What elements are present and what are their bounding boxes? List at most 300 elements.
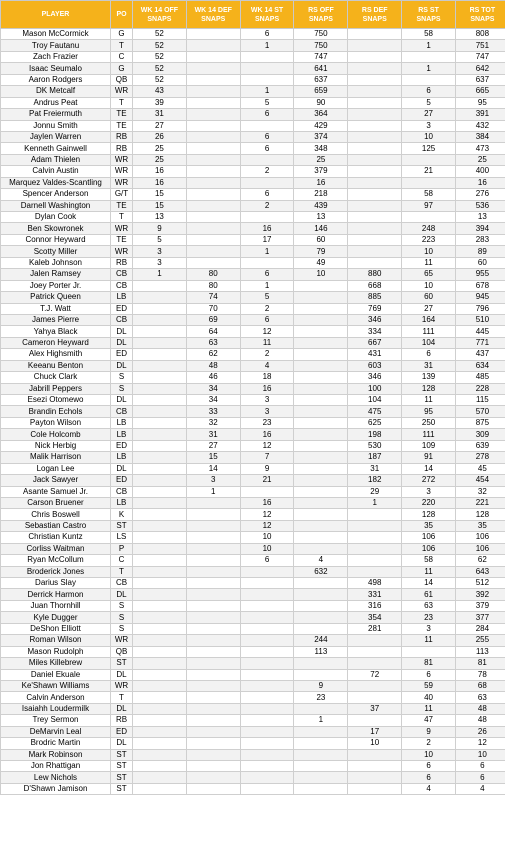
wk14-st-snaps-cell (240, 749, 294, 760)
header-position: PO (111, 1, 133, 29)
player-name-cell: Keeanu Benton (1, 360, 111, 371)
rs-def-snaps-cell (348, 772, 402, 783)
rs-def-snaps-cell: 37 (348, 703, 402, 714)
position-cell: ED (111, 475, 133, 486)
table-row (1, 452, 505, 463)
header-wk14-st-snaps: WK 14 ST SNAPS (240, 1, 294, 29)
table-row (1, 257, 505, 268)
rs-tot-snaps-cell: 113 (455, 646, 505, 657)
wk14-st-snaps-cell (240, 257, 294, 268)
rs-off-snaps-cell: 113 (294, 646, 348, 657)
table-row (1, 726, 505, 737)
wk14-st-snaps-cell: 16 (240, 223, 294, 234)
wk14-off-snaps-cell (133, 326, 187, 337)
wk14-st-snaps-cell: 23 (240, 417, 294, 428)
rs-off-snaps-cell (294, 738, 348, 749)
rs-off-snaps-cell: 16 (294, 177, 348, 188)
wk14-def-snaps-cell: 80 (186, 280, 240, 291)
rs-def-snaps-cell: 10 (348, 738, 402, 749)
rs-off-snaps-cell (294, 372, 348, 383)
table-row (1, 63, 505, 74)
player-name-cell: Ben Skowronek (1, 223, 111, 234)
player-name-cell: Christian Kuntz (1, 532, 111, 543)
rs-off-snaps-cell: 79 (294, 246, 348, 257)
wk14-off-snaps-cell (133, 372, 187, 383)
rs-tot-snaps-cell: 13 (455, 212, 505, 223)
header-player: PLAYER (1, 1, 111, 29)
rs-st-snaps-cell: 11 (402, 395, 456, 406)
rs-off-snaps-cell (294, 440, 348, 451)
wk14-def-snaps-cell (186, 658, 240, 669)
wk14-def-snaps-cell: 80 (186, 269, 240, 280)
wk14-st-snaps-cell: 17 (240, 234, 294, 245)
table-body (1, 29, 505, 795)
wk14-st-snaps-cell: 21 (240, 475, 294, 486)
wk14-off-snaps-cell: 27 (133, 120, 187, 131)
wk14-off-snaps-cell (133, 280, 187, 291)
rs-off-snaps-cell (294, 406, 348, 417)
player-name-cell: Trey Sermon (1, 715, 111, 726)
wk14-def-snaps-cell: 62 (186, 349, 240, 360)
table-row (1, 337, 505, 348)
rs-st-snaps-cell: 10 (402, 280, 456, 291)
wk14-off-snaps-cell: 15 (133, 189, 187, 200)
rs-def-snaps-cell (348, 154, 402, 165)
rs-st-snaps-cell: 109 (402, 440, 456, 451)
position-cell: K (111, 509, 133, 520)
wk14-st-snaps-cell (240, 715, 294, 726)
wk14-def-snaps-cell (186, 589, 240, 600)
wk14-off-snaps-cell (133, 669, 187, 680)
rs-off-snaps-cell: 364 (294, 109, 348, 120)
wk14-def-snaps-cell (186, 74, 240, 85)
rs-off-snaps-cell: 747 (294, 51, 348, 62)
player-name-cell: Miles Killebrew (1, 658, 111, 669)
table-row (1, 200, 505, 211)
rs-st-snaps-cell: 1 (402, 40, 456, 51)
wk14-off-snaps-cell: 39 (133, 97, 187, 108)
rs-def-snaps-cell (348, 509, 402, 520)
table-row (1, 349, 505, 360)
table-row (1, 749, 505, 760)
position-cell: CB (111, 269, 133, 280)
rs-st-snaps-cell: 220 (402, 497, 456, 508)
wk14-def-snaps-cell (186, 738, 240, 749)
rs-st-snaps-cell: 14 (402, 578, 456, 589)
rs-tot-snaps-cell: 747 (455, 51, 505, 62)
player-name-cell: Kenneth Gainwell (1, 143, 111, 154)
wk14-off-snaps-cell (133, 692, 187, 703)
wk14-st-snaps-cell (240, 154, 294, 165)
wk14-def-snaps-cell (186, 646, 240, 657)
rs-def-snaps-cell (348, 532, 402, 543)
rs-off-snaps-cell: 218 (294, 189, 348, 200)
wk14-off-snaps-cell: 52 (133, 74, 187, 85)
table-row (1, 509, 505, 520)
table-row (1, 772, 505, 783)
rs-def-snaps-cell: 885 (348, 292, 402, 303)
table-row (1, 189, 505, 200)
rs-tot-snaps-cell: 400 (455, 166, 505, 177)
rs-st-snaps-cell: 4 (402, 783, 456, 794)
position-cell: C (111, 555, 133, 566)
rs-off-snaps-cell: 641 (294, 63, 348, 74)
wk14-st-snaps-cell (240, 761, 294, 772)
player-name-cell: Dylan Cook (1, 212, 111, 223)
rs-def-snaps-cell (348, 86, 402, 97)
wk14-st-snaps-cell: 1 (240, 40, 294, 51)
rs-off-snaps-cell (294, 292, 348, 303)
player-name-cell: Derrick Harmon (1, 589, 111, 600)
rs-tot-snaps-cell: 642 (455, 63, 505, 74)
rs-st-snaps-cell: 139 (402, 372, 456, 383)
table-row (1, 612, 505, 623)
wk14-off-snaps-cell (133, 486, 187, 497)
rs-tot-snaps-cell: 751 (455, 40, 505, 51)
wk14-off-snaps-cell (133, 658, 187, 669)
rs-tot-snaps-cell: 445 (455, 326, 505, 337)
wk14-off-snaps-cell: 3 (133, 257, 187, 268)
wk14-off-snaps-cell (133, 406, 187, 417)
wk14-st-snaps-cell (240, 635, 294, 646)
wk14-st-snaps-cell: 5 (240, 97, 294, 108)
rs-tot-snaps-cell: 512 (455, 578, 505, 589)
position-cell: DL (111, 463, 133, 474)
table-row (1, 761, 505, 772)
wk14-def-snaps-cell (186, 635, 240, 646)
rs-off-snaps-cell (294, 772, 348, 783)
wk14-st-snaps-cell (240, 726, 294, 737)
rs-off-snaps-cell (294, 417, 348, 428)
rs-off-snaps-cell: 429 (294, 120, 348, 131)
position-cell: CB (111, 406, 133, 417)
wk14-off-snaps-cell: 43 (133, 86, 187, 97)
table-row (1, 623, 505, 634)
rs-st-snaps-cell: 6 (402, 761, 456, 772)
rs-off-snaps-cell (294, 783, 348, 794)
position-cell: ST (111, 658, 133, 669)
rs-st-snaps-cell: 250 (402, 417, 456, 428)
rs-def-snaps-cell (348, 120, 402, 131)
position-cell: RB (111, 131, 133, 142)
rs-def-snaps-cell: 475 (348, 406, 402, 417)
table-row (1, 40, 505, 51)
rs-st-snaps-cell: 125 (402, 143, 456, 154)
rs-off-snaps-cell (294, 669, 348, 680)
rs-tot-snaps-cell: 377 (455, 612, 505, 623)
wk14-st-snaps-cell (240, 772, 294, 783)
rs-tot-snaps-cell: 4 (455, 783, 505, 794)
rs-off-snaps-cell: 750 (294, 29, 348, 40)
rs-off-snaps-cell: 49 (294, 257, 348, 268)
rs-st-snaps-cell: 40 (402, 692, 456, 703)
rs-st-snaps-cell: 23 (402, 612, 456, 623)
position-cell: CB (111, 280, 133, 291)
wk14-st-snaps-cell (240, 658, 294, 669)
rs-def-snaps-cell (348, 131, 402, 142)
table-row (1, 292, 505, 303)
wk14-def-snaps-cell (186, 120, 240, 131)
player-name-cell: Pat Freiermuth (1, 109, 111, 120)
wk14-st-snaps-cell: 6 (240, 314, 294, 325)
wk14-def-snaps-cell (186, 212, 240, 223)
wk14-def-snaps-cell (186, 600, 240, 611)
wk14-def-snaps-cell: 34 (186, 383, 240, 394)
position-cell: ED (111, 726, 133, 737)
table-row (1, 177, 505, 188)
table-row (1, 143, 505, 154)
player-name-cell: Troy Fautanu (1, 40, 111, 51)
wk14-st-snaps-cell: 10 (240, 543, 294, 554)
table-row (1, 543, 505, 554)
wk14-off-snaps-cell: 13 (133, 212, 187, 223)
wk14-off-snaps-cell (133, 589, 187, 600)
rs-off-snaps-cell: 374 (294, 131, 348, 142)
rs-st-snaps-cell: 97 (402, 200, 456, 211)
wk14-def-snaps-cell: 69 (186, 314, 240, 325)
wk14-off-snaps-cell (133, 703, 187, 714)
rs-def-snaps-cell: 104 (348, 395, 402, 406)
rs-tot-snaps-cell: 35 (455, 520, 505, 531)
rs-tot-snaps-cell: 89 (455, 246, 505, 257)
rs-off-snaps-cell (294, 589, 348, 600)
rs-tot-snaps-cell: 634 (455, 360, 505, 371)
rs-def-snaps-cell (348, 97, 402, 108)
wk14-def-snaps-cell (186, 63, 240, 74)
rs-st-snaps-cell: 223 (402, 234, 456, 245)
rs-def-snaps-cell: 431 (348, 349, 402, 360)
rs-off-snaps-cell (294, 452, 348, 463)
wk14-def-snaps-cell: 34 (186, 395, 240, 406)
wk14-off-snaps-cell (133, 349, 187, 360)
position-cell: WR (111, 177, 133, 188)
rs-off-snaps-cell: 632 (294, 566, 348, 577)
wk14-def-snaps-cell (186, 761, 240, 772)
rs-def-snaps-cell (348, 715, 402, 726)
position-cell: S (111, 612, 133, 623)
rs-tot-snaps-cell: 437 (455, 349, 505, 360)
rs-def-snaps-cell: 346 (348, 372, 402, 383)
rs-st-snaps-cell: 61 (402, 589, 456, 600)
rs-tot-snaps-cell: 510 (455, 314, 505, 325)
rs-def-snaps-cell: 17 (348, 726, 402, 737)
position-cell: S (111, 383, 133, 394)
wk14-off-snaps-cell (133, 555, 187, 566)
wk14-def-snaps-cell (186, 612, 240, 623)
table-row (1, 738, 505, 749)
rs-tot-snaps-cell: 12 (455, 738, 505, 749)
rs-tot-snaps-cell: 228 (455, 383, 505, 394)
wk14-st-snaps-cell: 2 (240, 200, 294, 211)
wk14-def-snaps-cell (186, 726, 240, 737)
rs-off-snaps-cell (294, 726, 348, 737)
position-cell: LB (111, 417, 133, 428)
position-cell: RB (111, 257, 133, 268)
table-row (1, 29, 505, 40)
wk14-off-snaps-cell (133, 509, 187, 520)
player-name-cell: Kyle Dugger (1, 612, 111, 623)
wk14-off-snaps-cell (133, 761, 187, 772)
wk14-off-snaps-cell: 31 (133, 109, 187, 120)
wk14-off-snaps-cell (133, 292, 187, 303)
rs-tot-snaps-cell: 283 (455, 234, 505, 245)
rs-st-snaps-cell: 104 (402, 337, 456, 348)
table-row (1, 97, 505, 108)
rs-def-snaps-cell: 281 (348, 623, 402, 634)
rs-def-snaps-cell (348, 257, 402, 268)
wk14-off-snaps-cell: 1 (133, 269, 187, 280)
rs-tot-snaps-cell: 796 (455, 303, 505, 314)
rs-tot-snaps-cell: 45 (455, 463, 505, 474)
wk14-off-snaps-cell (133, 463, 187, 474)
wk14-off-snaps-cell: 25 (133, 154, 187, 165)
player-name-cell: Malik Harrison (1, 452, 111, 463)
rs-tot-snaps-cell: 309 (455, 429, 505, 440)
wk14-def-snaps-cell: 27 (186, 440, 240, 451)
wk14-off-snaps-cell (133, 623, 187, 634)
player-name-cell: Brandin Echols (1, 406, 111, 417)
wk14-st-snaps-cell (240, 74, 294, 85)
rs-st-snaps-cell (402, 212, 456, 223)
wk14-def-snaps-cell: 48 (186, 360, 240, 371)
player-name-cell: Ryan McCollum (1, 555, 111, 566)
wk14-def-snaps-cell (186, 177, 240, 188)
wk14-st-snaps-cell: 3 (240, 395, 294, 406)
rs-tot-snaps-cell: 32 (455, 486, 505, 497)
rs-def-snaps-cell: 603 (348, 360, 402, 371)
rs-tot-snaps-cell: 63 (455, 692, 505, 703)
table-row (1, 669, 505, 680)
rs-off-snaps-cell: 9 (294, 680, 348, 691)
wk14-st-snaps-cell (240, 646, 294, 657)
table-row (1, 497, 505, 508)
table-row (1, 646, 505, 657)
position-cell: DL (111, 360, 133, 371)
wk14-st-snaps-cell: 16 (240, 429, 294, 440)
player-name-cell: Carson Bruener (1, 497, 111, 508)
table-row (1, 475, 505, 486)
header-rs-def-snaps: RS DEF SNAPS (348, 1, 402, 29)
player-name-cell: Chuck Clark (1, 372, 111, 383)
wk14-st-snaps-cell: 1 (240, 280, 294, 291)
rs-def-snaps-cell (348, 658, 402, 669)
wk14-def-snaps-cell: 63 (186, 337, 240, 348)
rs-st-snaps-cell: 1 (402, 63, 456, 74)
rs-def-snaps-cell (348, 680, 402, 691)
rs-def-snaps-cell (348, 166, 402, 177)
rs-def-snaps-cell (348, 143, 402, 154)
wk14-st-snaps-cell (240, 783, 294, 794)
position-cell: ED (111, 349, 133, 360)
position-cell: ED (111, 303, 133, 314)
rs-st-snaps-cell: 272 (402, 475, 456, 486)
wk14-st-snaps-cell: 7 (240, 452, 294, 463)
wk14-st-snaps-cell: 12 (240, 520, 294, 531)
position-cell: T (111, 692, 133, 703)
rs-def-snaps-cell (348, 200, 402, 211)
wk14-st-snaps-cell (240, 566, 294, 577)
wk14-st-snaps-cell: 18 (240, 372, 294, 383)
wk14-off-snaps-cell (133, 429, 187, 440)
wk14-def-snaps-cell: 14 (186, 463, 240, 474)
rs-def-snaps-cell (348, 635, 402, 646)
wk14-off-snaps-cell (133, 635, 187, 646)
wk14-def-snaps-cell (186, 497, 240, 508)
wk14-off-snaps-cell: 52 (133, 40, 187, 51)
rs-def-snaps-cell (348, 29, 402, 40)
rs-off-snaps-cell (294, 429, 348, 440)
rs-st-snaps-cell: 47 (402, 715, 456, 726)
wk14-off-snaps-cell (133, 612, 187, 623)
wk14-def-snaps-cell: 74 (186, 292, 240, 303)
wk14-def-snaps-cell (186, 703, 240, 714)
rs-def-snaps-cell: 316 (348, 600, 402, 611)
table-row (1, 532, 505, 543)
position-cell: P (111, 543, 133, 554)
header-rs-st-snaps: RS ST SNAPS (402, 1, 456, 29)
player-name-cell: Jaylen Warren (1, 131, 111, 142)
wk14-off-snaps-cell (133, 395, 187, 406)
position-cell: WR (111, 86, 133, 97)
rs-st-snaps-cell: 10 (402, 749, 456, 760)
rs-st-snaps-cell: 10 (402, 246, 456, 257)
rs-st-snaps-cell: 106 (402, 543, 456, 554)
rs-tot-snaps-cell: 379 (455, 600, 505, 611)
rs-def-snaps-cell: 354 (348, 612, 402, 623)
wk14-st-snaps-cell: 6 (240, 143, 294, 154)
rs-def-snaps-cell: 880 (348, 269, 402, 280)
rs-def-snaps-cell: 100 (348, 383, 402, 394)
wk14-off-snaps-cell: 25 (133, 143, 187, 154)
player-name-cell: Zach Frazier (1, 51, 111, 62)
wk14-off-snaps-cell (133, 543, 187, 554)
rs-st-snaps-cell: 60 (402, 292, 456, 303)
player-name-cell: Alex Highsmith (1, 349, 111, 360)
rs-st-snaps-cell: 81 (402, 658, 456, 669)
rs-tot-snaps-cell: 875 (455, 417, 505, 428)
table-row (1, 589, 505, 600)
rs-tot-snaps-cell: 392 (455, 589, 505, 600)
table-row (1, 86, 505, 97)
rs-tot-snaps-cell: 955 (455, 269, 505, 280)
wk14-def-snaps-cell (186, 669, 240, 680)
position-cell: CB (111, 314, 133, 325)
rs-off-snaps-cell (294, 395, 348, 406)
position-cell: DL (111, 738, 133, 749)
position-cell: DL (111, 337, 133, 348)
wk14-def-snaps-cell (186, 154, 240, 165)
position-cell: G (111, 29, 133, 40)
wk14-def-snaps-cell (186, 783, 240, 794)
wk14-st-snaps-cell: 3 (240, 406, 294, 417)
wk14-def-snaps-cell (186, 131, 240, 142)
rs-st-snaps-cell (402, 154, 456, 165)
wk14-def-snaps-cell (186, 166, 240, 177)
rs-def-snaps-cell (348, 234, 402, 245)
rs-tot-snaps-cell: 221 (455, 497, 505, 508)
rs-off-snaps-cell (294, 658, 348, 669)
rs-off-snaps-cell: 439 (294, 200, 348, 211)
wk14-st-snaps-cell (240, 578, 294, 589)
position-cell: TE (111, 200, 133, 211)
position-cell: WR (111, 166, 133, 177)
player-name-cell: Mason McCormick (1, 29, 111, 40)
wk14-st-snaps-cell: 2 (240, 166, 294, 177)
rs-tot-snaps-cell: 62 (455, 555, 505, 566)
player-name-cell: Andrus Peat (1, 97, 111, 108)
player-name-cell: Broderick Jones (1, 566, 111, 577)
player-name-cell: Sebastian Castro (1, 520, 111, 531)
